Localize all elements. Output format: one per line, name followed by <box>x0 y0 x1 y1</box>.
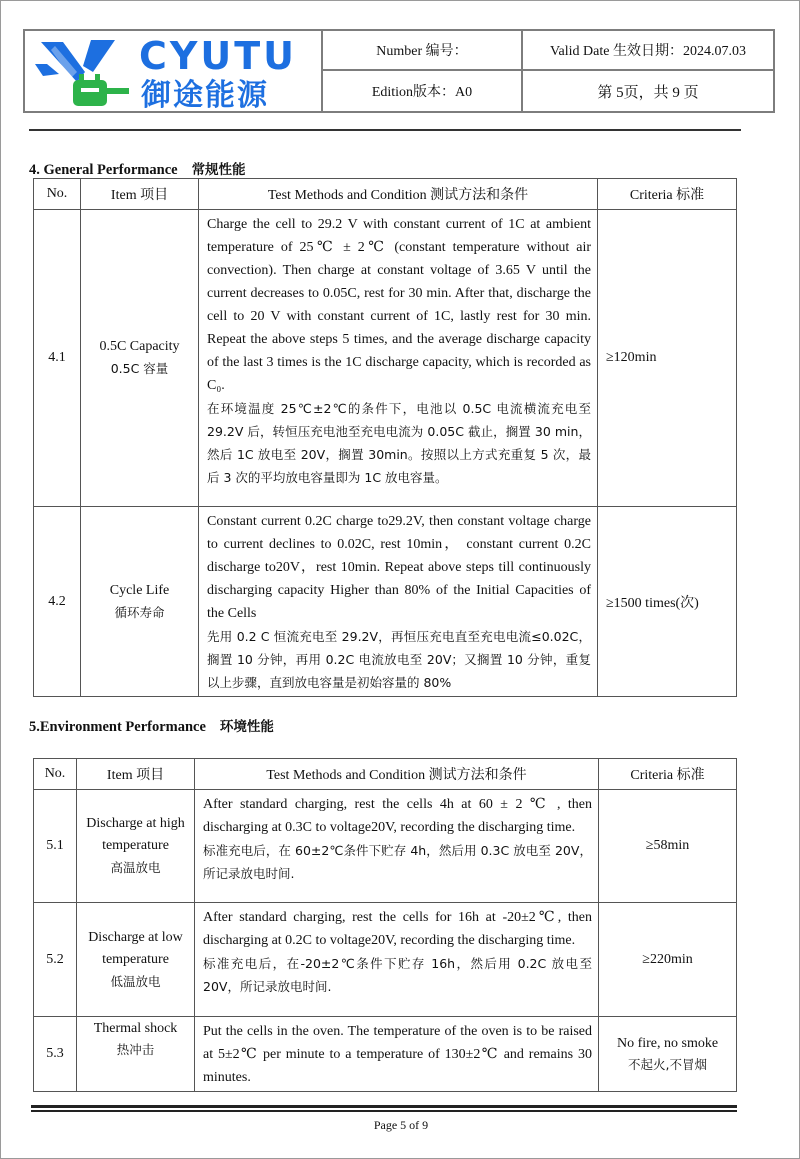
test-method-cell <box>199 210 598 507</box>
logo-cell <box>24 30 322 112</box>
col-header-no: No. <box>34 759 77 790</box>
criteria-cell: ≥220min <box>599 903 737 1017</box>
item-name-cn: 热冲击 <box>116 1042 155 1057</box>
document-header <box>23 29 775 113</box>
test-method-cn: 标准充电后，在-20±2℃条件下贮存 16h，然后用 0.2C 放电至 20V，所记录放电时间. <box>203 956 592 994</box>
item-name-en: Cycle Life <box>109 582 170 598</box>
criteria-en: No fire, no smoke <box>616 1035 719 1051</box>
section-5-title-en: 5.Environment Performance <box>29 719 206 735</box>
item-name-cn: 低温放电 <box>110 973 161 989</box>
test-method-en: Put the cells in the oven. The temperature of the oven is to be raised at 5±2℃ per minute to a temperature of 130±2℃ and remains 30 minutes. <box>203 1024 592 1085</box>
section-4-title <box>29 158 246 179</box>
item-name-cn: 循环寿命 <box>114 604 165 620</box>
footer-divider-thick <box>31 1105 737 1108</box>
page-footer: Page 5 of 9 <box>373 1118 429 1132</box>
table-header-row <box>34 759 737 790</box>
item-name-en: Thermal shock <box>93 1021 178 1036</box>
table-header-row <box>34 179 737 210</box>
battery-plug-logo-icon <box>33 36 137 108</box>
row-number: 4.2 <box>34 507 81 697</box>
test-method-en: After standard charging, rest the cells for 16h at -20±2℃, then discharging at 0.2C to voltage20V, recording the discharging time. <box>203 910 592 948</box>
brand-name: CYUTU <box>139 34 298 78</box>
col-header-criteria: Criteria 标准 <box>598 179 737 210</box>
valid-date: Valid Date 生效日期：2024.07.03 <box>522 30 774 70</box>
test-method-cell <box>195 790 599 903</box>
company-logo <box>27 32 319 113</box>
table-row <box>34 1017 737 1092</box>
row-number: 5.2 <box>34 903 77 1017</box>
item-name-en: Discharge at high temperature <box>86 816 185 853</box>
section-4-title-cn: 常规性能 <box>191 162 246 178</box>
section-5-title <box>29 715 274 736</box>
footer-divider-thin <box>31 1110 737 1112</box>
test-method-cn: 在环境温度 25℃±2℃的条件下，电池以 0.5C 电流横流充电至 29.2V 后，转恒压充电池至充电电流为 0.05C 截止，搁置 30 min，然后 1C 放电至 20V，搁置 30min。按照以上方式充重复 5 次，最后 3 次的平均放电容量即为 1C 放电容量。 <box>207 401 591 485</box>
document-number-label: Number 编号： <box>322 30 522 70</box>
item-name-cn: 高温放电 <box>110 860 161 875</box>
row-number: 4.1 <box>34 210 81 507</box>
criteria-cn: 不起火,不冒烟 <box>628 1056 707 1072</box>
criteria-cell: ≥58min <box>599 790 737 903</box>
brand-name-cn: 御途能源 <box>141 78 269 113</box>
table-row <box>34 507 737 697</box>
col-header-item: Item 项目 <box>81 179 199 210</box>
row-number: 5.3 <box>34 1017 77 1092</box>
item-cell <box>81 507 199 697</box>
criteria-cell: ≥120min <box>598 210 737 507</box>
test-method-en: After standard charging, rest the cells 4h at 60 ± 2 ℃ , then discharging at 0.3C to voltage20V, recording the discharging time. <box>203 797 592 835</box>
item-cell <box>77 903 195 1017</box>
test-method-cn: 标准充电后，在 60±2℃条件下贮存 4h，然后用 0.3C 放电至 20V，所记录放电时间. <box>203 843 592 881</box>
environment-performance-table <box>33 758 737 1092</box>
col-header-method: Test Methods and Condition 测试方法和条件 <box>195 759 599 790</box>
test-method-cn: 先用 0.2 C 恒流充电至 29.2V，再恒压充电直至充电电流≤0.02C，搁置 10 分钟，再用 0.2C 电流放电至 20V；又搁置 10 分钟，重复以上步骤，直到放电容量是初始容量的 80% <box>207 629 591 690</box>
item-name-cn: 0.5C 容量 <box>110 361 169 376</box>
test-method-cell <box>195 1017 599 1092</box>
section-5-title-cn: 环境性能 <box>219 719 274 735</box>
header-divider <box>29 129 741 131</box>
page-indicator-cn: 第 5页，共 9 页 <box>522 70 774 112</box>
row-number: 5.1 <box>34 790 77 903</box>
criteria-cell: ≥1500 times(次) <box>598 507 737 697</box>
col-header-criteria: Criteria 标准 <box>599 759 737 790</box>
test-method-en: Charge the cell to 29.2 V with constant current of 1C at ambient temperature of 25℃ ± 2℃ (constant temperature without air convection). Then charge at constant voltage of 3.65 V until the current decreases to 0.05C, rest for 30 min. After that, discharge the cell to 20 V with constant current of 1C, lastly rest for 30 min. Repeat the above steps 5 times, and the average discharge capacity of the last 3 times is the 1C discharge capacity, which is recorded as C₀. <box>207 217 591 393</box>
col-header-no: No. <box>34 179 81 210</box>
edition-label: Edition版本：A0 <box>322 70 522 112</box>
table-row <box>34 790 737 903</box>
item-cell <box>77 1017 195 1092</box>
section-4-title-en: 4. General Performance <box>29 162 178 178</box>
criteria-cell <box>599 1017 737 1092</box>
test-method-cell <box>195 903 599 1017</box>
item-cell <box>81 210 199 507</box>
col-header-method: Test Methods and Condition 测试方法和条件 <box>199 179 598 210</box>
col-header-item: Item 项目 <box>77 759 195 790</box>
item-name-en: 0.5C Capacity <box>99 339 180 354</box>
item-cell <box>77 790 195 903</box>
test-method-cell <box>199 507 598 697</box>
item-name-en: Discharge at low temperature <box>88 929 183 967</box>
general-performance-table <box>33 178 737 697</box>
test-method-en: Constant current 0.2C charge to29.2V, then constant voltage charge to current declines to 0.02C, rest 10min， constant current 0.2C discharge to20V，rest 10min. Repeat above steps till continuously discharging capacity Higher than 80% of the Initial Capacities of the Cells <box>207 514 591 621</box>
table-row <box>34 903 737 1017</box>
table-row <box>34 210 737 507</box>
